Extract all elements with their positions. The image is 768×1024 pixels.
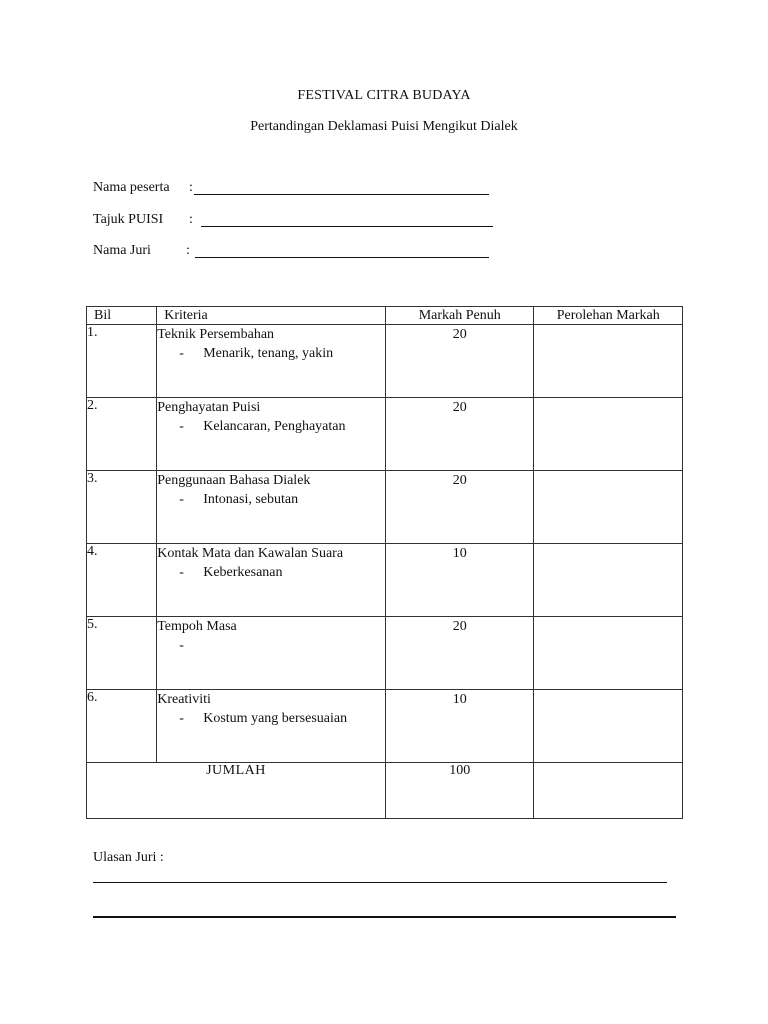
tajuk-puisi-line[interactable] [201,226,493,227]
nama-peserta-colon: : [189,180,193,195]
bil-cell: 3. [87,471,157,544]
kriteria-title: Penggunaan Bahasa Dialek [157,473,311,488]
sub-dash: - [179,492,184,507]
total-markah-penuh: 100 [386,763,534,819]
bil-cell: 1. [87,325,157,398]
markah-penuh-cell: 10 [386,544,534,617]
kriteria-title: Teknik Persembahan [157,327,275,342]
kriteria-sub [157,709,385,728]
table-row [87,325,683,398]
perolehan-markah-cell[interactable] [534,617,683,690]
sub-dash: - [179,419,184,434]
table-row [87,617,683,690]
kriteria-cell [157,325,386,398]
tajuk-puisi-colon: : [189,212,193,227]
total-row [87,763,683,819]
total-perolehan-cell[interactable] [534,763,683,819]
nama-juri-label: Nama Juri [93,243,151,258]
kriteria-title: Kreativiti [157,692,211,707]
perolehan-markah-cell[interactable] [534,398,683,471]
table-row [87,471,683,544]
table-row [87,398,683,471]
header-markah-penuh: Markah Penuh [386,307,534,325]
header-perolehan-markah: Perolehan Markah [534,307,683,325]
nama-juri-line[interactable] [195,257,489,258]
form-title: FESTIVAL CITRA BUDAYA [297,88,471,103]
jumlah-label: JUMLAH [87,763,386,819]
ulasan-line-1[interactable] [93,882,667,883]
scoring-table [86,306,683,819]
markah-penuh-cell: 20 [386,471,534,544]
kriteria-sub [157,490,385,509]
markah-penuh-cell: 20 [386,617,534,690]
kriteria-sub-text: Intonasi, sebutan [203,492,299,507]
form-subtitle: Pertandingan Deklamasi Puisi Mengikut Dialek [250,119,518,134]
ulasan-line-2[interactable] [93,916,676,918]
kriteria-cell [157,690,386,763]
perolehan-markah-cell[interactable] [534,325,683,398]
kriteria-title: Penghayatan Puisi [157,400,261,415]
kriteria-sub-text: Kelancaran, Penghayatan [203,419,346,434]
perolehan-markah-cell[interactable] [534,471,683,544]
header-bil: Bil [87,307,157,325]
perolehan-markah-cell[interactable] [534,544,683,617]
kriteria-sub [157,417,385,436]
sub-dash: - [179,565,184,580]
markah-penuh-cell: 10 [386,690,534,763]
nama-peserta-label: Nama peserta [93,180,170,195]
kriteria-cell [157,544,386,617]
kriteria-sub [157,344,385,363]
kriteria-title: Tempoh Masa [157,619,237,634]
kriteria-sub-text: Menarik, tenang, yakin [203,346,334,361]
markah-penuh-cell: 20 [386,398,534,471]
nama-peserta-line[interactable] [194,194,489,195]
table-row [87,544,683,617]
nama-juri-colon: : [186,243,190,258]
kriteria-sub-text: Keberkesanan [203,565,283,580]
perolehan-markah-cell[interactable] [534,690,683,763]
bil-cell: 4. [87,544,157,617]
table-row [87,690,683,763]
markah-penuh-cell: 20 [386,325,534,398]
sub-dash: - [179,346,184,361]
bil-cell: 2. [87,398,157,471]
kriteria-sub-text: Kostum yang bersesuaian [203,711,348,726]
header-kriteria: Kriteria [157,307,386,325]
kriteria-cell [157,617,386,690]
kriteria-cell [157,398,386,471]
bil-cell: 6. [87,690,157,763]
ulasan-juri-label: Ulasan Juri : [93,850,164,865]
kriteria-title: Kontak Mata dan Kawalan Suara [157,546,344,561]
kriteria-cell [157,471,386,544]
bil-cell: 5. [87,617,157,690]
sub-dash: - [179,711,184,726]
table-header-row [87,307,683,325]
kriteria-sub [157,636,385,655]
sub-dash: - [179,638,184,653]
kriteria-sub [157,563,385,582]
tajuk-puisi-label: Tajuk PUISI [93,212,164,227]
